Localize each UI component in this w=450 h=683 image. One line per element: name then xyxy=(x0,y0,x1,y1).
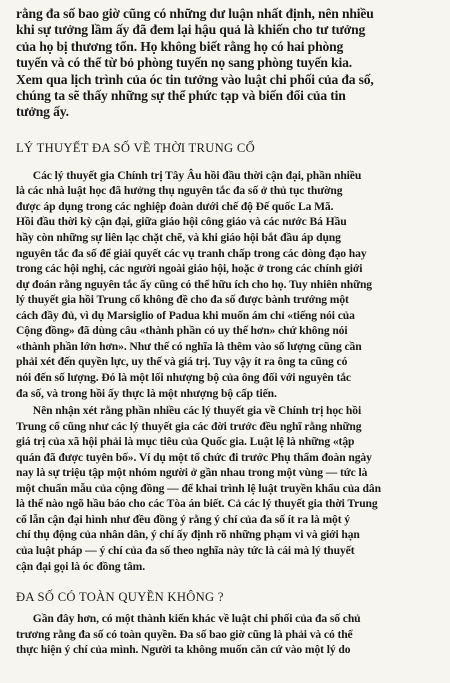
text-line: nay là sự triệu tập một nhóm người ở gần nhau trong một vùng — tức là xyxy=(16,466,368,480)
text-line: thực hiện ý chí của mình. Người ta không muốn căn cứ vào một lý do xyxy=(16,643,351,657)
text-line: Cộng đồng» đã dùng câu «thành phần có uy thế hơn» chứ không nói xyxy=(16,324,348,338)
text-line: Xem qua lịch trình của óc tin tưởng vào luật chi phối của đa số, xyxy=(16,71,374,87)
text-line: phải xét đến quyền lực, uy thế và giá trị. Tuy vậy ít ra ông ta cũng có xyxy=(16,355,348,369)
intro-paragraph xyxy=(16,6,432,121)
body-paragraph xyxy=(16,403,432,574)
text-line: của họ bị thương tổn. Họ không biết rằng họ có hai phòng xyxy=(16,38,344,54)
text-line: tưởng ấy. xyxy=(16,104,69,120)
text-line: cách đầy đủ, vì dụ Marsiglio of Padua khi muốn ám chỉ «tiếng nói của xyxy=(16,308,355,322)
text-line: là các nhà luật học đã hưởng thụ nguyên tắc đa số ở thủ tục thường xyxy=(16,184,343,198)
text-line: chúng ta sẽ thấy những sự thể phức tạp và biến đổi của tin xyxy=(16,88,346,104)
section-heading-majority-power: ĐA SỐ CÓ TOÀN QUYỀN KHÔNG ? xyxy=(16,590,224,605)
text-line: nguyên tắc đa số để giải quyết các vụ tranh chấp trong các dòng đạo hay xyxy=(16,246,367,260)
section-majority-power-body xyxy=(16,611,432,658)
text-line: «thành phần lớn hơn». Như thế có nghĩa là thêm vào số lượng cũng cần xyxy=(16,339,362,353)
text-line: Trung cổ cũng như các lý thuyết gia các đời trước đều nghĩ rằng những xyxy=(16,419,362,433)
text-line: dự đoán rằng nguyên tắc ấy cũng có thể hữu ích cho họ. Tuy nhiên những xyxy=(16,277,372,291)
text-line: nói đến số lượng. Đó là một lối nhượng bộ của ông đối với nguyên tắc xyxy=(16,370,351,384)
text-line: lý thuyết gia hồi Trung cổ không đề cho đa số được bành trướng một xyxy=(16,293,349,307)
text-line: giá trị của xã hội phải là mục tiêu của Quốc gia. Luật lệ là những «tập xyxy=(16,435,355,449)
text-line: cổ lẫn cận đại hình như đều đồng ý rằng ý chí của đa số ít ra là một ý xyxy=(16,512,350,526)
section-heading-middle-ages: LÝ THUYẾT ĐA SỐ VỀ THỜI TRUNG CỔ xyxy=(16,140,255,155)
text-line: chí thụ động của nhân dân, ý chí ấy định rõ những phạm vi và giới hạn xyxy=(16,528,360,542)
text-line: cận đại gọi là óc đồng tâm. xyxy=(16,559,146,573)
text-line: một chuẩn mẫu của cộng đồng — để khai trình lệ luật truyền khẩu của dân xyxy=(16,481,381,495)
text-line: là thể nào ngõ hầu báo cho các Tòa án biết. Cả các lý thuyết gia thời Trung xyxy=(16,497,378,511)
body-paragraph xyxy=(16,611,432,658)
body-paragraph xyxy=(16,168,432,401)
text-line: Các lý thuyết gia Chính trị Tây Âu hồi đầu thời cận đại, phần nhiều xyxy=(16,168,362,182)
text-line: đa số, và trong hồi ấy thực là một nhượng bộ cấp tiến. xyxy=(16,386,277,400)
text-line: Nên nhận xét rằng phần nhiều các lý thuyết gia về Chính trị học hồi xyxy=(16,404,362,418)
text-line: tuyến và có thể từ bỏ phòng tuyến nọ sang phòng tuyến kia. xyxy=(16,55,352,71)
text-line: Gần đây hơn, có một thành kiến khác về luật chi phối của đa số chủ xyxy=(16,612,361,626)
text-line: trong các hội nghị, các người ngoài giáo hội, hoặc ở trong các chính giới xyxy=(16,262,363,276)
text-line: được áp dụng trong các nghiệp đoàn dưới chế độ Đế quốc La Mã. xyxy=(16,199,334,213)
text-line: trương rằng đa số có toàn quyền. Đa số bao giờ cũng là phải và có thể xyxy=(16,627,353,641)
text-line: quán đã được tuyên bố». Ví dụ một tổ chức đi trước Phụ thẩm đoàn ngày xyxy=(16,450,372,464)
text-line: khi sự tưởng lầm ấy đã đem lại hậu quả là khiến cho tư tưởng xyxy=(16,22,366,38)
text-line: của luật pháp — ý chí của đa số theo nghĩa này tức là cái mà lý thuyết xyxy=(16,543,355,557)
section-middle-ages-body xyxy=(16,168,432,574)
text-line: Hồi đầu thời kỳ cận đại, giữa giáo hội công giáo và các nước Bá Hầu xyxy=(16,215,347,229)
text-line: hầy còn những sự liên lạc chặt chẽ, và khi giáo hội bắt đầu áp dụng xyxy=(16,231,341,245)
text-line: rằng đa số bao giờ cũng có những dư luận nhất định, nên nhiều xyxy=(16,6,374,21)
